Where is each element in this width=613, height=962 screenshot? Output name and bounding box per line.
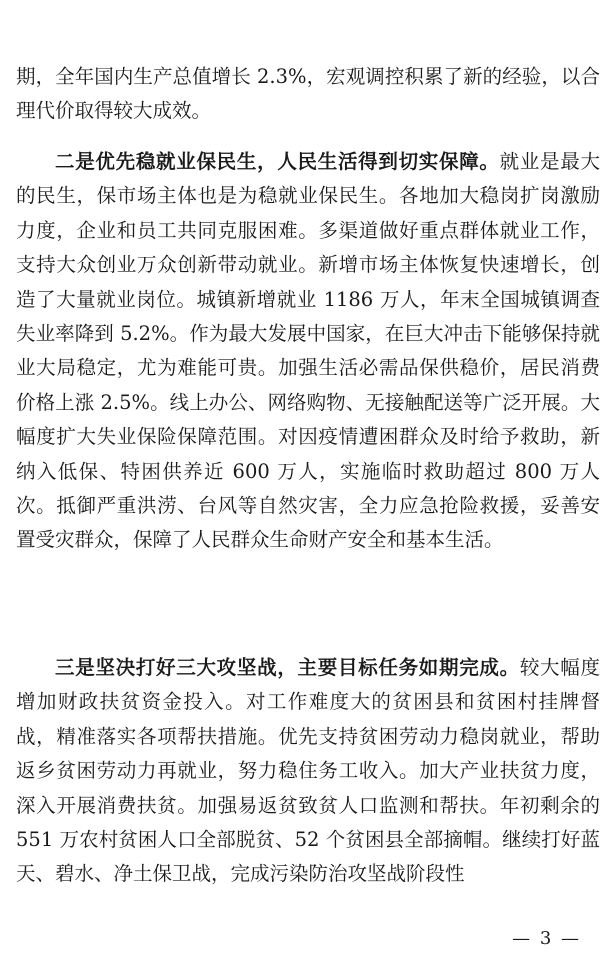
page-number: — 3 — (512, 928, 581, 949)
paragraph-body: 期，全年国内生产总值增长 2.3%，宏观调控积累了新的经验，以合理代价取得较大成效。 (16, 65, 600, 123)
paragraph-lead-bold: 二是优先稳就业保民生，人民生活得到切实保障。 (55, 150, 500, 173)
paragraph-employment (16, 145, 600, 558)
paragraph-three-battles (16, 651, 600, 892)
paragraph-body: 就业是最大的民生，保市场主体也是为稳就业保民生。各地加大稳岗扩岗激励力度，企业和员工共同克服困难。多渠道做好重点群体就业工作，支持大众创业万众创新带动就业。新增市场主体恢复快速增长，创造了大量就业岗位。城镇新增就业 1186 万人，年末全国城镇调查失业率降到 5.2%。作为最大发展中国家，在巨大冲击下能够保持就业大局稳定，尤为难能可贵。加强生活必需品保供稳价，居民消费价格上涨 2.5%。线上办公、网络购物、无接触配送等广泛开展。大幅度扩大失业保险保障范围。对因疫情遭困群众及时给予救助，新纳入低保、特困供养近 600 万人，实施临时救助超过 800 万人次。抵御严重洪涝、台风等自然灾害，全力应急抢险救援，妥善安置受灾群众，保障了人民群众生命财产安全和基本生活。 (16, 150, 600, 552)
paragraph-lead-bold: 三是坚决打好三大攻坚战，主要目标任务如期完成。 (55, 656, 520, 679)
paragraph-body: 较大幅度增加财政扶贫资金投入。对工作难度大的贫困县和贫困村挂牌督战，精准落实各项帮扶措施。优先支持贫困劳动力稳岗就业，帮助返乡贫困劳动力再就业，努力稳住务工收入。加大产业扶贫力度，深入开展消费扶贫。加强易返贫致贫人口监测和帮扶。年初剩余的 551 万农村贫困人口全部脱贫、52 个贫困县全部摘帽。继续打好蓝天、碧水、净土保卫战，完成污染防治攻坚战阶段性 (16, 656, 600, 886)
paragraph-continuation (16, 60, 600, 129)
